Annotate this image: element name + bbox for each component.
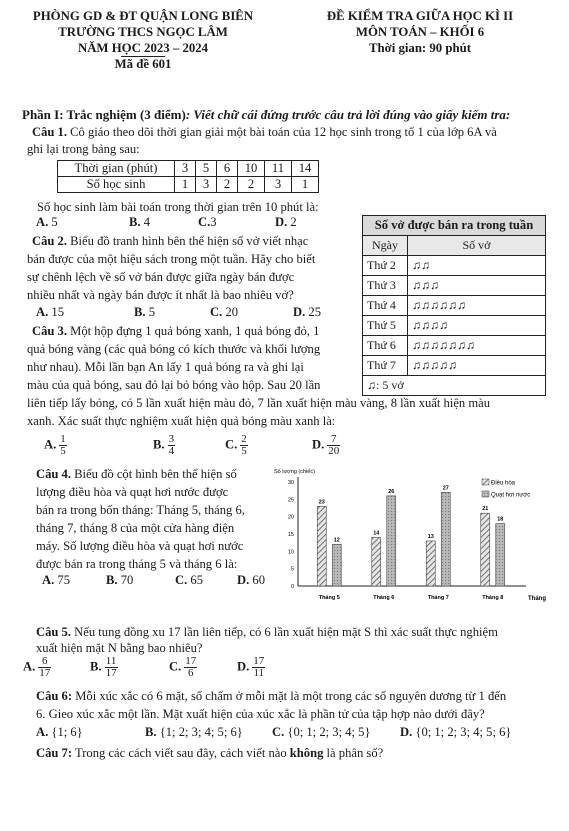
exam-duration: Thời gian: 90 phút — [368, 41, 472, 55]
q1-line1 — [32, 124, 497, 141]
pictograph-row — [363, 316, 546, 336]
q4-line2: lượng điều hòa và quạt hơi nước được — [36, 485, 229, 499]
q1-text: Cô giáo theo dõi thời gian giải một bài toán của 12 học sinh trong tổ 1 của lớp 6A và — [67, 125, 497, 139]
table-cell: 2 — [217, 177, 238, 193]
pictograph-icons — [408, 356, 546, 376]
x-axis-label: Tháng — [528, 596, 546, 602]
pictograph-day: Thứ 4 — [363, 296, 408, 316]
pictograph-title: Số vở được bán ra trong tuần — [363, 216, 546, 236]
q6-text: Mỗi xúc xắc có 6 mặt, số chấm ở mỗi mặt là một trong các số nguyên dương từ 1 đến — [72, 689, 507, 703]
legend-label: Điều hòa — [491, 480, 516, 487]
exam-code: Mã đề 601 — [114, 57, 172, 71]
q7-line1 — [36, 745, 383, 762]
q4-options — [42, 573, 282, 590]
table-cell: 6 — [217, 161, 238, 177]
pictograph-table — [362, 215, 546, 396]
data-label: 23 — [318, 499, 325, 506]
music-note-icon: ♫ — [421, 318, 430, 332]
q3-line1 — [32, 323, 319, 340]
q2-option-b: B. 5 — [134, 305, 156, 319]
q5-option-a: A. $\frac{6}{17}$ — [23, 655, 51, 679]
pictograph-icons — [408, 336, 546, 356]
bar — [426, 541, 435, 586]
pictograph-icons — [408, 296, 546, 316]
q1-label: Câu 1. — [32, 125, 67, 139]
q1-table-head-time: Thời gian (phút) — [58, 161, 175, 177]
part1-label: Phần I: Trắc nghiệm (3 điểm) — [22, 107, 186, 122]
exam-title: ĐỀ KIỂM TRA GIỮA HỌC KÌ II — [326, 9, 514, 23]
y-tick-label: 10 — [287, 549, 294, 556]
bar — [441, 492, 450, 586]
q5-label: Câu 5. — [36, 625, 71, 639]
music-note-icon: ♫ — [457, 338, 466, 352]
table-cell: 3 — [196, 177, 217, 193]
music-note-icon: ♫ — [412, 278, 421, 292]
q1-option-c: C.3 — [198, 215, 217, 229]
q4-line6: được bán ra trong tháng 5 và tháng 6 là: — [36, 557, 238, 571]
bar — [317, 506, 326, 586]
q3-line2: quả bóng vàng (các quả bóng có kích thước và khối lượng — [27, 342, 321, 356]
music-note-icon: ♫ — [457, 298, 466, 312]
bar — [496, 524, 505, 586]
music-note-icon: ♫ — [421, 278, 430, 292]
q5-option-d: D. $\frac{17}{11}$ — [237, 655, 265, 679]
x-tick-label: Tháng 5 — [318, 595, 340, 601]
q1-line2: ghi lại trong bảng sau: — [27, 142, 140, 156]
data-label: 14 — [373, 530, 380, 537]
table-cell: 1 — [292, 177, 319, 193]
q6-line2: 6. Gieo xúc xắc một lần. Mặt xuất hiện của xúc xắc là phần tử của tập hợp nào dưới đây? — [36, 707, 485, 721]
table-cell: 3 — [175, 161, 196, 177]
department-name: PHÒNG GD & ĐT QUẬN LONG BIÊN — [32, 9, 254, 23]
music-note-icon: ♫ — [421, 298, 430, 312]
q5-option-c: C. $\frac{17}{6}$ — [169, 655, 197, 679]
q2-line2: bán được của một hiệu sách trong một tuần. Hãy cho biết — [27, 252, 316, 266]
table-cell: 10 — [238, 161, 265, 177]
exam-header — [285, 8, 555, 56]
q4-line1 — [36, 466, 237, 483]
q2-line1 — [32, 233, 308, 250]
q4-text: Biểu đồ cột hình bên thể hiện số — [71, 467, 237, 481]
q1-table — [57, 160, 319, 193]
music-note-icon: ♫ — [412, 298, 421, 312]
data-label: 18 — [497, 516, 504, 523]
music-note-icon: ♫ — [412, 318, 421, 332]
q6-option-d: D. {0; 1; 2; 3; 4; 5; 6} — [400, 725, 512, 739]
q5-line2: xuất hiện mặt N bằng bao nhiêu? — [36, 641, 203, 655]
q3-option-c: C. $\frac{2}{5}$ — [225, 433, 247, 457]
x-tick-label: Tháng 8 — [482, 595, 504, 601]
q2-option-a: A. 15 — [36, 305, 64, 319]
q6-option-a: A. {1; 6} — [36, 725, 83, 739]
school-year: NĂM HỌC 2023 – 2024 — [77, 41, 209, 55]
part1-heading — [22, 106, 510, 123]
y-tick-label: 20 — [287, 514, 294, 521]
music-note-icon: ♫ — [412, 258, 421, 272]
q5-text: Nếu tung đồng xu 17 lần liên tiếp, có 6 lần xuất hiện mặt S thì xác suất thực nghiệm — [71, 625, 498, 639]
music-note-icon: ♫ — [430, 338, 439, 352]
q3-line4: màu của quả bóng, sau đó lại bỏ bóng vào hộp. Sau 20 lần — [27, 378, 321, 392]
pictograph-row — [363, 336, 546, 356]
table-cell: 14 — [292, 161, 319, 177]
bar — [387, 496, 396, 586]
q1-option-a: A. 5 — [36, 215, 58, 229]
music-note-icon: ♫ — [430, 318, 439, 332]
pictograph-row — [363, 256, 546, 276]
bar — [481, 513, 490, 586]
school-header — [18, 8, 268, 72]
pictograph-icons — [408, 316, 546, 336]
table-cell: 2 — [238, 177, 265, 193]
music-note-icon: ♫ — [421, 358, 430, 372]
y-axis-label: Số lượng (chiếc) — [274, 469, 315, 475]
music-note-icon: ♫ — [466, 338, 475, 352]
q3-label: Câu 3. — [32, 324, 67, 338]
bar-chart — [270, 465, 560, 615]
music-note-icon: ♫ — [439, 338, 448, 352]
q2-options — [36, 305, 346, 322]
q1-option-d: D. 2 — [275, 215, 297, 229]
subject-title: MÔN TOÁN – KHỐI 6 — [355, 25, 485, 39]
header-underline — [121, 56, 165, 57]
q3-line6: xanh. Xác suất thực nghiệm xuất hiện quả bóng màu xanh là: — [27, 414, 336, 428]
q4-option-d: D. 60 — [237, 573, 265, 587]
pictograph-icons — [408, 256, 546, 276]
y-tick-label: 15 — [287, 532, 294, 538]
table-cell: 1 — [175, 177, 196, 193]
music-note-icon: ♫ — [439, 298, 448, 312]
data-label: 13 — [427, 533, 434, 540]
q7-label: Câu 7: — [36, 746, 73, 760]
table-cell: 5 — [196, 161, 217, 177]
music-note-icon: ♫ — [448, 298, 457, 312]
pictograph-col-day: Ngày — [363, 236, 408, 256]
q7-text: Trong các cách viết sau đây, cách viết nào — [72, 746, 290, 760]
q4-line4: tháng 7, tháng 8 của một cửa hàng điện — [36, 521, 235, 535]
music-note-icon: ♫ — [412, 358, 421, 372]
y-tick-label: 5 — [290, 566, 294, 573]
pictograph-day: Thứ 2 — [363, 256, 408, 276]
school-name: TRƯỜNG THCS NGỌC LÂM — [58, 25, 228, 39]
data-label: 27 — [442, 485, 449, 492]
q6-options — [36, 725, 556, 742]
table-cell: 11 — [265, 161, 292, 177]
q7-text-end: là phân số? — [323, 746, 384, 760]
q4-line5: máy. Số lượng điều hòa và quạt hơi nước — [36, 539, 244, 553]
music-note-icon: ♫ — [448, 338, 457, 352]
q5-option-b: B. $\frac{11}{17}$ — [90, 655, 117, 679]
data-label: 21 — [482, 506, 489, 513]
bar — [332, 544, 341, 586]
data-label: 12 — [333, 537, 340, 544]
q1-option-b: B. 4 — [129, 215, 151, 229]
x-tick-label: Tháng 6 — [373, 595, 395, 601]
music-note-icon: ♫ — [421, 338, 430, 352]
q2-option-d: D. 25 — [293, 305, 321, 319]
q3-line3: như nhau). Mỗi lần bạn An lấy 1 quả bóng ra và ghi lại — [27, 360, 304, 374]
data-label: 26 — [388, 488, 395, 495]
q3-option-b: B. $\frac{3}{4}$ — [153, 433, 175, 457]
music-note-icon: ♫ — [430, 358, 439, 372]
q3-option-d: D. $\frac{7}{20}$ — [312, 433, 340, 457]
legend-swatch — [482, 491, 489, 497]
q6-option-c: C. {0; 1; 2; 3; 4; 5} — [272, 725, 371, 739]
q3-options — [44, 430, 364, 460]
q1-options — [36, 215, 336, 232]
music-note-icon: ♫ — [439, 318, 448, 332]
q4-option-c: C. 65 — [175, 573, 203, 587]
pictograph-day: Thứ 5 — [363, 316, 408, 336]
music-note-icon: ♫ — [430, 278, 439, 292]
q3-option-a: A. $\frac{1}{5}$ — [44, 433, 66, 457]
legend-swatch — [482, 479, 489, 485]
y-tick-label: 30 — [287, 480, 294, 486]
pictograph-icons — [408, 276, 546, 296]
pictograph-legend-text: : 5 vở — [376, 378, 404, 392]
q2-option-c: C. 20 — [210, 305, 238, 319]
q1-table-head-students: Số học sinh — [58, 177, 175, 193]
music-note-icon: ♫ — [367, 378, 376, 392]
q7-emphasis: không — [289, 746, 324, 760]
q2-label: Câu 2. — [32, 234, 67, 248]
q2-line3: sự chênh lệch về số vở bán được giữa ngày bán được — [27, 270, 295, 284]
pictograph-row — [363, 356, 546, 376]
y-tick-label: 25 — [287, 497, 294, 504]
q4-label: Câu 4. — [36, 467, 71, 481]
part1-instruction: : Viết chữ cái đứng trước câu trả lời đúng vào giấy kiểm tra: — [185, 107, 511, 122]
q2-text: Biểu đồ tranh hình bên thể hiện số vở viết nhạc — [67, 234, 309, 248]
legend-label: Quạt hơi nước — [491, 492, 531, 499]
music-note-icon: ♫ — [430, 298, 439, 312]
q5-options — [23, 654, 323, 682]
bar — [372, 537, 381, 586]
music-note-icon: ♫ — [421, 258, 430, 272]
pictograph-legend — [363, 376, 546, 396]
pictograph-col-value: Số vở — [408, 236, 546, 256]
pictograph-day: Thứ 6 — [363, 336, 408, 356]
music-note-icon: ♫ — [439, 358, 448, 372]
q6-line1 — [36, 688, 506, 705]
q3-text: Một hộp đựng 1 quả bóng xanh, 1 quả bóng đỏ, 1 — [67, 324, 320, 338]
q4-line3: bán ra trong bốn tháng: Tháng 5, tháng 6, — [36, 503, 245, 517]
y-tick-label: 0 — [290, 584, 294, 590]
q4-option-b: B. 70 — [106, 573, 134, 587]
q5-line1 — [36, 624, 498, 641]
q3-line5: liên tiếp lấy bóng, có 5 lần xuất hiện màu đỏ, 7 lần xuất hiện màu vàng, 8 lần xuất hiện màu — [27, 396, 491, 410]
pictograph-day: Thứ 3 — [363, 276, 408, 296]
q6-option-b: B. {1; 2; 3; 4; 5; 6} — [145, 725, 243, 739]
table-cell: 3 — [265, 177, 292, 193]
x-tick-label: Tháng 7 — [427, 595, 449, 601]
music-note-icon: ♫ — [412, 338, 421, 352]
pictograph-row — [363, 296, 546, 316]
q2-line4: nhiều nhất và ngày bán được ít nhất là bao nhiêu vở? — [27, 288, 294, 302]
q1-question: Số học sinh làm bài toán trong thời gian trên 10 phút là: — [37, 200, 319, 214]
q4-option-a: A. 75 — [42, 573, 70, 587]
pictograph-day: Thứ 7 — [363, 356, 408, 376]
q1-table-row-students — [58, 177, 319, 193]
q1-table-row-time — [58, 161, 319, 177]
q6-label: Câu 6: — [36, 689, 73, 703]
pictograph-row — [363, 276, 546, 296]
music-note-icon: ♫ — [448, 358, 457, 372]
